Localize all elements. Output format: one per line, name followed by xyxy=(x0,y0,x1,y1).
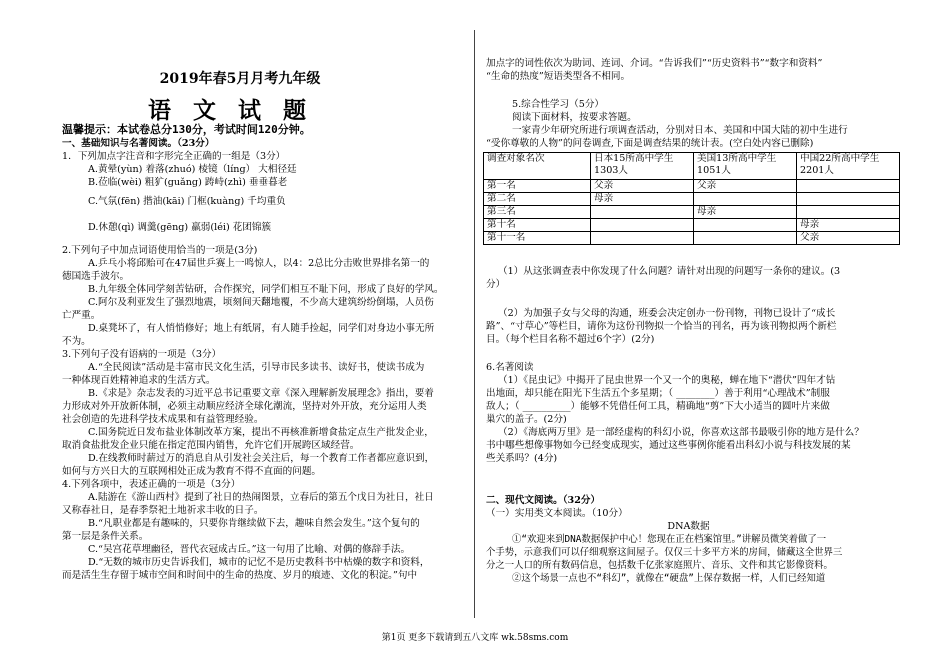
table-row xyxy=(484,180,900,193)
text-line: （一）实用类文本阅读。（10分） xyxy=(486,508,628,519)
text-line: A.黄晕(yùn) 着落(zhuó) 棱镜（líng） 大相径廷 xyxy=(88,164,297,175)
table-cell xyxy=(591,219,694,232)
text-line: 一种体现百姓精神追求的生活方式。 xyxy=(62,375,216,386)
table-cell: 第十名 xyxy=(484,219,591,232)
text-line: 4.下列各项中，表述正确的一项是（3分） xyxy=(62,479,241,490)
text-line: A.乒乓小将邱贻可在47届世乒赛上一鸣惊人，以4：2总比分击败世界排名第一的 xyxy=(88,258,430,269)
text-line: “生命的热度”短语类型各不相同。 xyxy=(486,71,631,82)
text-line: 二、现代文阅读。（32分） xyxy=(486,495,601,506)
text-line: 亡严重。 xyxy=(62,310,101,321)
text-line: C.气氛(fēn) 揩油(kāi) 门框(kuàng) 千均重负 xyxy=(88,196,286,207)
text-line: 6.名著阅读 xyxy=(486,362,534,373)
table-cell: 母亲 xyxy=(797,219,900,232)
table-row xyxy=(484,193,900,206)
table-header-cell: 美国13所高中学生1051人 xyxy=(694,153,797,180)
text-line: B.九年级全体同学刻苦钻研，合作探究，同学们相互不耻下问，形成了良好的学风。 xyxy=(88,284,444,295)
text-line: （1）从这张调查表中你发现了什么问题？请针对出现的问题写一条你的建议。(3 xyxy=(498,266,841,277)
table-cell xyxy=(694,219,797,232)
table-cell: 母亲 xyxy=(694,206,797,219)
text-line: 德国选手波尔。 xyxy=(62,271,130,282)
page-footer: 第1页 更多下载请到五八文库 wk.58sms.com xyxy=(381,633,569,643)
text-line: （2）为加强子女与父母的沟通，班委会决定创办一份刊物，刊物已设计了“成长 xyxy=(498,308,836,319)
text-line: ②这个场景一点也不“科幻”，就像在“硬盘”上保存数据一样，人们已经知道 xyxy=(512,573,826,584)
text-line: 2.下列句子中加点词语使用恰当的一项是(3分) xyxy=(62,245,258,256)
text-line: 又称春社日，是春季祭祀土地祈求丰收的日子。 xyxy=(62,505,264,516)
text-line: DNA数据 xyxy=(667,521,710,532)
table-header-cell: 中国22所高中学生2201人 xyxy=(797,153,900,180)
table-row xyxy=(484,206,900,219)
text-line: 分） xyxy=(486,279,506,290)
table-cell xyxy=(797,180,900,193)
table-cell: 母亲 xyxy=(591,193,694,206)
table-cell xyxy=(591,232,694,245)
text-line: ①“欢迎来到DNA数据保护中心！您现在正在档案馆里。”讲解员微笑着做了一 xyxy=(512,534,827,545)
table-cell xyxy=(694,193,797,206)
text-line: A.“全民阅读”活动是丰富市民文化生活，引导市民多读书、读好书，使读书成为 xyxy=(88,362,425,373)
table-cell: 第三名 xyxy=(484,206,591,219)
table-header-cell: 日本15所高中学生1303人 xyxy=(591,153,694,180)
text-line: 巢穴的盖子。(2分) xyxy=(486,414,567,425)
text-line: 不为。 xyxy=(62,336,91,347)
table-cell xyxy=(797,206,900,219)
text-line: 出地面，却只能在阳光下生活五个多星期；（ ________）善于利用“心理战术”制服 xyxy=(486,388,830,399)
text-line: 敌人；（ __________）能够不凭借任何工具，精确地“剪”下大小适当的圆叶片来做 xyxy=(486,401,830,412)
text-line: C.国务院近日发布盐业体制改革方案，提出不再核准新增食盐定点生产批发企业， xyxy=(88,427,434,438)
table-cell: 父亲 xyxy=(797,232,900,245)
exam-title: 2019年春5月月考九年级 xyxy=(159,71,321,87)
table-row xyxy=(484,219,900,232)
column-divider xyxy=(474,30,475,618)
text-line: 取消食盐批发企业只能在指定范围内销售，允许它们开展跨区域经营。 xyxy=(62,440,360,451)
text-line: 3.下列句子没有语病的一项是（3分） xyxy=(62,349,222,360)
table-cell: 第一名 xyxy=(484,180,591,193)
text-line: 力形成对外开放新体制，必须主动顺应经济全球化潮流，坚持对外开放，充分运用人类 xyxy=(62,401,427,412)
text-line: 加点字的词性依次为助词、连词、介词。“告诉我们”“历史资料书”“数字和资料” xyxy=(486,58,823,69)
text-line: D.桌凳坏了，有人悄悄修好；地上有纸屑，有人随手捡起，同学们对身边小事无所 xyxy=(88,323,435,334)
text-line: 第一层是条件关系。 xyxy=(62,531,149,542)
table-header-row xyxy=(484,153,900,180)
text-line: D.休憩(qì) 调羹(gēng) 羸弱(léi) 花团锦簇 xyxy=(88,222,272,233)
subject-title: 语文试题 xyxy=(148,97,328,124)
text-line: 1．下列加点字注音和字形完全正确的一组是（3分） xyxy=(62,151,286,162)
text-line: C.“吴宫花草埋幽径，晋代衣冠成古丘。”这一句用了比喻、对偶的修辞手法。 xyxy=(88,544,411,555)
text-line: 如何与方兴日大的互联网相处正成为教育不得不直面的问题。 xyxy=(62,466,322,477)
text-line: D.在线教师时薪过万的消息自从引发社会关注后，每一个教育工作者都应意识到， xyxy=(88,453,435,464)
text-line: 目。（每个栏目名称不超过6个字）(2分) xyxy=(486,334,655,345)
text-line: 分之一人口的所有数码信息，包括数千亿张家庭照片、音乐、文件和其它影像资料。 xyxy=(486,560,833,571)
table-cell: 第十一名 xyxy=(484,232,591,245)
text-line: 一家青少年研究所进行项调查活动，分别对日本、美国和中国大陆的初中生进行 xyxy=(512,125,848,136)
text-line: 社会创造的先进科学技术成果和有益管理经验。 xyxy=(62,414,264,425)
text-line: B.《求是》杂志发表的习近平总书记重要文章《深入理解新发展理念》指出，要着 xyxy=(88,388,434,399)
text-line: B.莅临(wèi) 粗犷(guǎng) 踌峙(zhì) 垂垂暮老 xyxy=(88,177,288,188)
text-line: 一、基础知识与名著阅读。（23分） xyxy=(62,138,215,149)
text-line: （2）《海底两万里》是一部经虚构的科幻小说，你喜欢这部书最吸引你的地方是什么？ xyxy=(498,427,864,438)
text-line: A.陆游在《游山西村》提到了社日的热闹图景，立春后的第五个戊日为社日，社日 xyxy=(88,492,434,503)
text-line: 5.综合性学习（5分） xyxy=(512,99,605,110)
text-line: 路”、“寸草心”等栏目，请你为这份刊物拟一个恰当的刊名，再为该刊物拟两个新栏 xyxy=(486,321,837,332)
text-line: （1）《昆虫记》中揭开了昆虫世界一个又一个的奥秘，蝉在地下“潜伏”四年才钻 xyxy=(498,375,836,386)
table-cell xyxy=(797,193,900,206)
table-cell: 第二名 xyxy=(484,193,591,206)
text-line: 而是活生生存留于城市空间和时间中的生命的热度、岁月的痕迹、文化的积淀。”句中 xyxy=(62,570,418,581)
table-cell: 父亲 xyxy=(591,180,694,193)
text-line: 阅读下面材料，按要求答题。 xyxy=(512,112,637,123)
exam-tip: 温馨提示：本试卷总分130分，考试时间120分钟。 xyxy=(62,123,311,136)
text-line: D.“无数的城市历史告诉我们，城市的记忆不是历史教科书中枯燥的数字和资料， xyxy=(88,557,430,568)
text-line: 个手势，示意我们可以仔细观察这间屋子。仅仅三十多平方米的房间，储藏这全世界三 xyxy=(486,547,843,558)
table-cell xyxy=(694,232,797,245)
text-line: “受你尊敬的人物”的问卷调查,下面是调查结果的统计表。(空白处内容已删除) xyxy=(486,138,814,149)
table-row xyxy=(484,232,900,245)
table-cell: 父亲 xyxy=(694,180,797,193)
table-header-cell: 调查对象名次 xyxy=(484,153,591,180)
survey-table xyxy=(483,152,900,245)
text-line: 书中哪些想像事物如今已经变成现实，通过这些事例你能看出科幻小说与科技发展的某 xyxy=(486,440,851,451)
table-cell xyxy=(591,206,694,219)
text-line: C.阿尔及利亚发生了强烈地震，顷刻间天翻地覆，不少高大建筑纷纷倒塌，人员伤 xyxy=(88,297,434,308)
text-line: 些关系吗？(4分) xyxy=(486,453,558,464)
text-line: B.“凡职业都是有趣味的，只要你肯继续做下去，趣味自然会发生。”这个复句的 xyxy=(88,518,420,529)
